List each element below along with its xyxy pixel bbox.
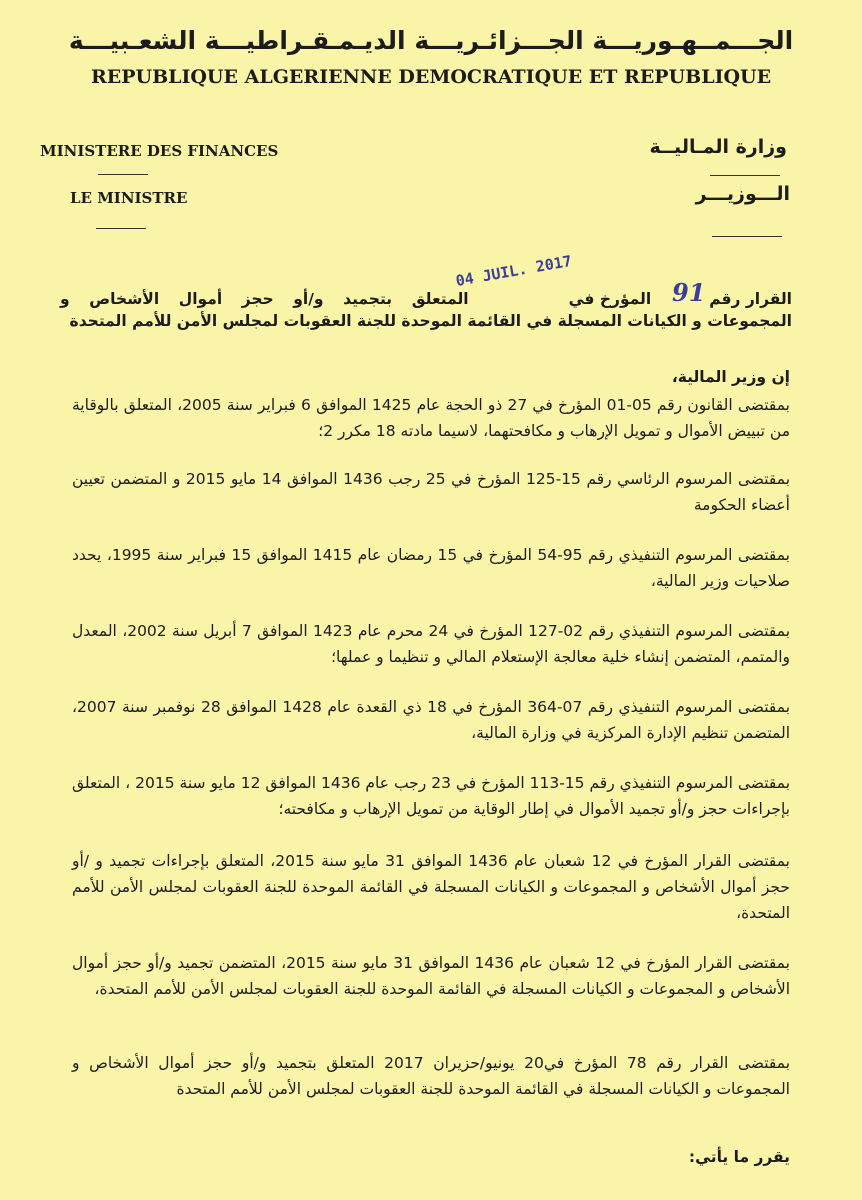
clause: بمقتضى المرسوم التنفيذي رقم 02-127 المؤرخ في 24 محرم عام 1423 الموافق 7 أبريل سنة 2002، المعدل والمتمم، المتضمن إنشاء خلية معالجة الإستعلام المالي و تنظيما و عملها؛ bbox=[72, 622, 791, 666]
clause: بمقتضى القرار رقم 78 المؤرخ في20 يونيو/حزيران 2017 المتعلق بتجميد و/أو حجز أموال الأشخاص و المجموعات و الكيانات المسجلة في القائمة الموحدة للجنة العقوبات لمجلس الأمن للأمم المتحدة bbox=[72, 1054, 791, 1098]
divider bbox=[710, 175, 780, 176]
clause: بمقتضى القرار المؤرخ في 12 شعبان عام 1436 الموافق 31 مايو سنة 2015، المتضمن تجميد و/أو حجز أموال الأشخاص و المجموعات و الكيانات المسجلة في القائمة الموحدة للجنة العقوبات لمجلس الأمن للأمم المتحدة، bbox=[72, 954, 790, 998]
date-stamp: 04 JUIL. 2017 bbox=[454, 251, 574, 291]
clause: بمقتضى القرار المؤرخ في 12 شعبان عام 1436 الموافق 31 مايو سنة 2015، المتعلق بإجراءات تجميد و /أو حجز أموال الأشخاص و المجموعات و الكيانات المسجلة في القائمة الموحدة للجنة العقوبات لمجلس الأمن للأمم المتحدة، bbox=[72, 852, 790, 922]
divider bbox=[96, 228, 146, 229]
ministry-name-ar: وزارة المـاليــة bbox=[649, 136, 787, 158]
decree-title-part: القرار رقم bbox=[709, 290, 792, 308]
clause: بمقتضى القانون رقم 05-01 المؤرخ في 27 ذو الحجة عام 1425 الموافق 6 فبراير سنة 2005، المتعلق بالوقاية من تبييض الأموال و تمويل الإرهاب و مكافحتهما، لاسيما مادته 18 مكرر 2؛ bbox=[72, 396, 790, 440]
divider bbox=[98, 174, 148, 175]
clause: بمقتضى المرسوم التنفيذي رقم 95-54 المؤرخ في 15 رمضان عام 1415 الموافق 15 فبراير سنة 1995، يحدد صلاحيات وزير المالية، bbox=[72, 546, 790, 590]
minister-title-fr: LE MINISTRE bbox=[70, 189, 188, 207]
divider bbox=[712, 236, 782, 237]
handwritten-decree-number: 91 bbox=[672, 278, 706, 307]
french-republic-title: REPUBLIQUE ALGERIENNE DEMOCRATIQUE ET REPUBLIQUE bbox=[90, 66, 772, 88]
ministry-name-fr: MINISTERE DES FINANCES bbox=[40, 142, 279, 160]
decree-title bbox=[60, 288, 792, 332]
minister-title-ar: الـــوزيـــر bbox=[695, 183, 790, 205]
decree-title-part: المتعلق بتجميد و/أو حجز أموال الأشخاص و المجموعات و الكيانات المسجلة في القائمة الموحدة للجنة العقوبات لمجلس الأمن للأمم المتحدة bbox=[60, 290, 792, 330]
minister-intro: إن وزير المالية، bbox=[671, 368, 790, 386]
decree-title-part: المؤرخ في bbox=[568, 290, 652, 308]
clause: بمقتضى المرسوم التنفيذي رقم 15-113 المؤرخ في 23 رجب عام 1436 الموافق 12 مايو سنة 2015 ، المتعلق بإجراءات حجز و/أو تجميد الأموال في إطار الوقاية من تمويل الإرهاب و مكافحته؛ bbox=[72, 774, 791, 818]
clause: بمقتضى المرسوم الرئاسي رقم 15-125 المؤرخ في 25 رجب 1436 الموافق 14 مايو 2015 و المتضمن تعيين أعضاء الحكومة bbox=[72, 470, 791, 514]
arabic-republic-title: الجـــمــهـوريـــة الجـــزائـريـــة الديـمـقـراطيـــة الشعـبيـــة bbox=[68, 26, 794, 55]
clause: بمقتضى المرسوم التنفيذي رقم 07-364 المؤرخ في 18 ذي القعدة عام 1428 الموافق 28 نوفمبر سنة 2007، المتضمن تنظيم الإدارة المركزية في وزارة المالية، bbox=[72, 698, 791, 742]
closing-statement: يقرر ما يأتي: bbox=[688, 1148, 790, 1166]
